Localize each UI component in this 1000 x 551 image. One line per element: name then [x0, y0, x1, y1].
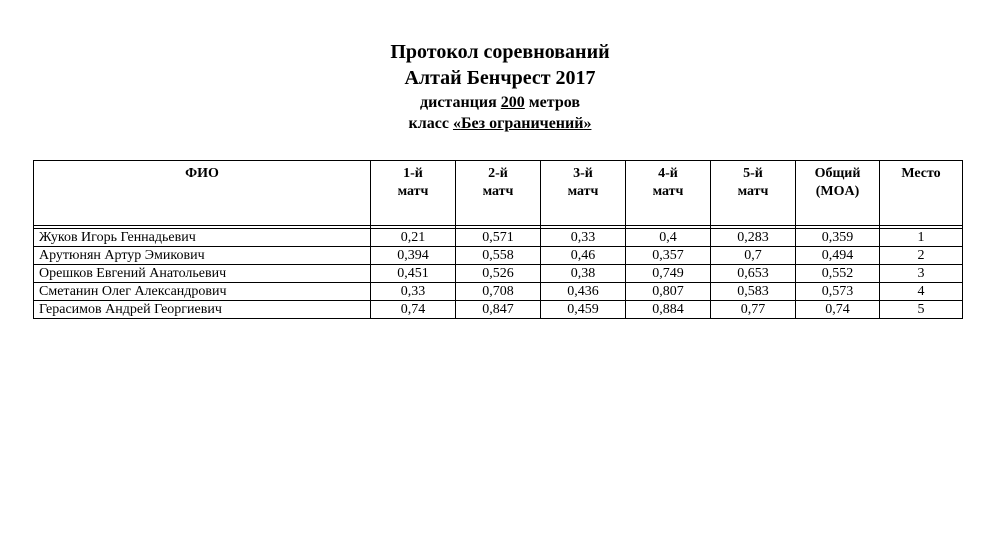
cell-match-4: 0,357: [626, 247, 711, 265]
class-line: [0, 114, 1000, 133]
cell-match-2: 0,571: [456, 229, 541, 247]
cell-match-5: 0,77: [711, 301, 796, 319]
cell-match-2: 0,847: [456, 301, 541, 319]
table-row: [34, 247, 963, 265]
cell-match-5: 0,653: [711, 265, 796, 283]
cell-place: 1: [880, 229, 963, 247]
cell-match-1: 0,33: [371, 283, 456, 301]
cell-place: 5: [880, 301, 963, 319]
table-row: [34, 301, 963, 319]
document-title: Протокол соревнований: [390, 41, 610, 63]
distance-value: 200: [500, 94, 525, 111]
cell-total: 0,573: [796, 283, 880, 301]
cell-match-4: 0,807: [626, 283, 711, 301]
cell-total: 0,494: [796, 247, 880, 265]
distance-line: [0, 93, 1000, 112]
col-header-match-2: 2-й матч: [456, 161, 541, 226]
distance-suffix: метров: [528, 94, 580, 111]
cell-total: 0,74: [796, 301, 880, 319]
col-header-name: ФИО: [34, 161, 371, 226]
col-header-place: Место: [880, 161, 963, 226]
col-header-match-3: 3-й матч: [541, 161, 626, 226]
cell-match-1: 0,451: [371, 265, 456, 283]
results-table-container: [33, 160, 962, 319]
col-header-match-1: 1-й матч: [371, 161, 456, 226]
cell-match-4: 0,4: [626, 229, 711, 247]
cell-place: 2: [880, 247, 963, 265]
cell-match-2: 0,558: [456, 247, 541, 265]
cell-match-1: 0,394: [371, 247, 456, 265]
col-header-total: Общий (MOA): [796, 161, 880, 226]
class-open-quote: «: [452, 115, 461, 133]
class-prefix: класс: [408, 115, 449, 133]
cell-name: Орешков Евгений Анатольевич: [34, 265, 371, 283]
cell-total: 0,359: [796, 229, 880, 247]
document-header: [0, 40, 1000, 133]
cell-name: Арутюнян Артур Эмикович: [34, 247, 371, 265]
event-name: Алтай Бенчрест 2017: [404, 67, 596, 89]
cell-match-5: 0,583: [711, 283, 796, 301]
cell-match-2: 0,526: [456, 265, 541, 283]
cell-match-3: 0,459: [541, 301, 626, 319]
distance-prefix: дистанция: [420, 94, 497, 111]
table-header-row: [34, 161, 963, 226]
cell-match-5: 0,7: [711, 247, 796, 265]
cell-match-3: 0,46: [541, 247, 626, 265]
table-row: [34, 283, 963, 301]
cell-match-1: 0,74: [371, 301, 456, 319]
class-value-wrap: [453, 115, 592, 132]
class-close-quote: »: [583, 115, 592, 133]
cell-match-4: 0,749: [626, 265, 711, 283]
cell-name: Сметанин Олег Александрович: [34, 283, 371, 301]
table-row: [34, 229, 963, 247]
cell-name: Жуков Игорь Геннадьевич: [34, 229, 371, 247]
table-row: [34, 265, 963, 283]
cell-match-3: 0,38: [541, 265, 626, 283]
results-table: [33, 160, 963, 319]
cell-place: 3: [880, 265, 963, 283]
cell-match-3: 0,33: [541, 229, 626, 247]
cell-total: 0,552: [796, 265, 880, 283]
cell-match-4: 0,884: [626, 301, 711, 319]
class-value: Без ограничений: [460, 115, 584, 133]
col-header-match-5: 5-й матч: [711, 161, 796, 226]
cell-name: Герасимов Андрей Георгиевич: [34, 301, 371, 319]
col-header-match-4: 4-й матч: [626, 161, 711, 226]
cell-place: 4: [880, 283, 963, 301]
cell-match-5: 0,283: [711, 229, 796, 247]
cell-match-3: 0,436: [541, 283, 626, 301]
cell-match-1: 0,21: [371, 229, 456, 247]
cell-match-2: 0,708: [456, 283, 541, 301]
